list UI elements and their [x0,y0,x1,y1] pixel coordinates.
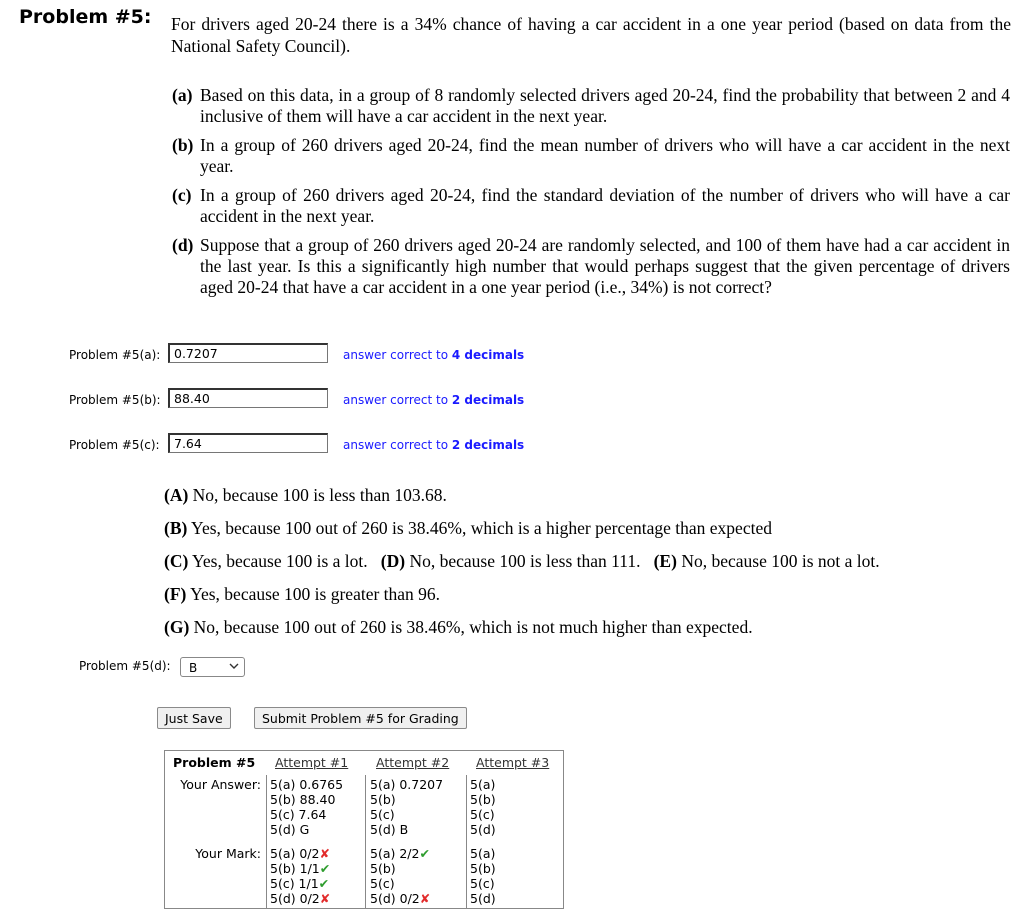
list-item: 5(d) G [270,822,310,837]
choice-c-text: Yes, because 100 is a lot. [188,551,368,571]
choice-g-text: No, because 100 out of 260 is 38.46%, which is not much higher than expected. [189,617,753,637]
list-item: 5(a) 0.6765 [270,777,344,792]
part-b [172,135,1010,177]
list-item: 5(c) 7.64 [270,807,327,822]
cross-icon: ✘ [419,891,431,906]
choice-b [164,518,772,539]
part-d [172,235,1010,298]
list-item: 5(b) [470,792,496,807]
choice-a [164,485,447,506]
answer-d-select-value: B [189,661,198,675]
list-item: 5(d) [470,891,496,906]
list-item: 5(c) [370,876,395,891]
your-mark-label: Your Mark: [195,846,261,861]
attempt-1-marks [270,846,330,906]
choice-b-text: Yes, because 100 out of 260 is 38.46%, which is a higher percentage than expected [187,518,772,538]
attempt-3-answers [470,777,496,837]
part-b-text: In a group of 260 drivers aged 20-24, find the mean number of drivers who will have a car accident in the next year. [200,135,1010,176]
part-a-label: (a) [172,85,193,105]
answer-a-label: Problem #5(a): [69,348,161,362]
part-a [172,85,1010,127]
part-b-label: (b) [172,135,194,155]
cross-icon: ✘ [319,846,330,861]
choice-d-key: (D) [380,551,406,571]
answer-c-hint [343,438,524,452]
answer-b-label: Problem #5(b): [69,393,161,407]
problem-intro: For drivers aged 20-24 there is a 34% chance of having a car accident in a one year period (based on data from the National Safety Council). [171,14,1011,56]
table-divider [365,775,366,908]
answer-b-hint-prefix: answer correct to [343,393,452,407]
list-item: 5(a) 0.7207 [370,777,444,792]
choice-b-key: (B) [164,518,188,538]
attempt-2-marks [370,846,430,906]
part-c [172,185,1010,227]
just-save-button[interactable]: Just Save [157,707,231,729]
choice-g [164,617,753,638]
answer-b-hint-precision: 2 decimals [451,393,525,407]
choice-a-key: (A) [164,485,189,505]
part-a-text: Based on this data, in a group of 8 randomly selected drivers aged 20-24, find the probability that between 2 and 4 inclusive of them will have a car accident in the next year. [200,85,1010,126]
cross-icon: ✘ [319,891,331,906]
table-divider [266,775,267,908]
chevron-down-icon [228,660,240,675]
attempt-1-answers [270,777,343,837]
answer-c-hint-precision: 2 decimals [451,438,525,452]
part-c-label: (c) [172,185,192,205]
answer-a-hint-precision: 4 decimals [451,348,525,362]
checkmark-icon: ✔ [318,876,330,891]
choice-cde [164,551,880,572]
answer-d-label: Problem #5(d): [79,659,171,673]
problem-title: Problem #5: [19,6,152,28]
list-item: 5(b) 1/1✔ [270,861,331,876]
answer-c-hint-prefix: answer correct to [343,438,452,452]
choice-d-text: No, because 100 is less than 111. [405,551,641,571]
attempt-2-answers [370,777,443,837]
list-item: 5(a) [470,846,496,861]
answer-a-hint-prefix: answer correct to [343,348,452,362]
list-item: 5(b) [470,861,496,876]
list-item: 5(d) [470,822,496,837]
list-item: 5(a) 0/2✘ [270,846,330,861]
choice-a-text: No, because 100 is less than 103.68. [188,485,447,505]
part-d-text: Suppose that a group of 260 drivers aged 20-24 are randomly selected, and 100 of them have had a car accident in the last year. Is this a significantly high number that would perhaps suggest that the given percentage of drivers aged 20-24 that have a car accident in a one year period (i.e., 34%) is not correct? [200,235,1010,297]
list-item: 5(c) [470,876,495,891]
your-answer-label: Your Answer: [180,777,261,792]
answer-c-input[interactable] [168,433,328,453]
list-item: 5(b) 88.40 [270,792,336,807]
list-item: 5(d) B [370,822,409,837]
answer-a-hint [343,348,524,362]
list-item: 5(a) 2/2✔ [370,846,430,861]
list-item: 5(d) 0/2✘ [370,891,431,906]
checkmark-icon: ✔ [419,846,430,861]
submit-grading-button[interactable]: Submit Problem #5 for Grading [254,707,467,729]
choice-g-key: (G) [164,617,190,637]
list-item: 5(c) 1/1✔ [270,876,330,891]
answer-b-hint [343,393,524,407]
attempt-1-header[interactable]: Attempt #1 [275,755,349,770]
choice-f [164,584,440,605]
choice-f-text: Yes, because 100 is greater than 96. [186,584,441,604]
answer-d-select[interactable] [180,657,245,677]
choice-e-text: No, because 100 is not a lot. [676,551,880,571]
history-title: Problem #5 [173,755,256,770]
list-item: 5(c) [470,807,495,822]
choice-c-key: (C) [164,551,189,571]
list-item: 5(b) [370,792,396,807]
part-c-text: In a group of 260 drivers aged 20-24, find the standard deviation of the number of drivers who will have a car accident in the next year. [200,185,1010,226]
table-divider [466,775,467,908]
choice-f-key: (F) [164,584,187,604]
attempt-3-marks [470,846,496,906]
list-item: 5(a) [470,777,496,792]
list-item: 5(c) [370,807,395,822]
choice-e-key: (E) [653,551,677,571]
list-item: 5(d) 0/2✘ [270,891,331,906]
list-item: 5(b) [370,861,396,876]
attempt-2-header[interactable]: Attempt #2 [376,755,450,770]
part-d-label: (d) [172,235,194,255]
attempt-3-header[interactable]: Attempt #3 [476,755,550,770]
answer-c-label: Problem #5(c): [69,438,160,452]
answer-b-input[interactable] [168,388,328,408]
checkmark-icon: ✔ [319,861,331,876]
attempt-history-table [164,750,564,909]
answer-a-input[interactable] [168,343,328,363]
